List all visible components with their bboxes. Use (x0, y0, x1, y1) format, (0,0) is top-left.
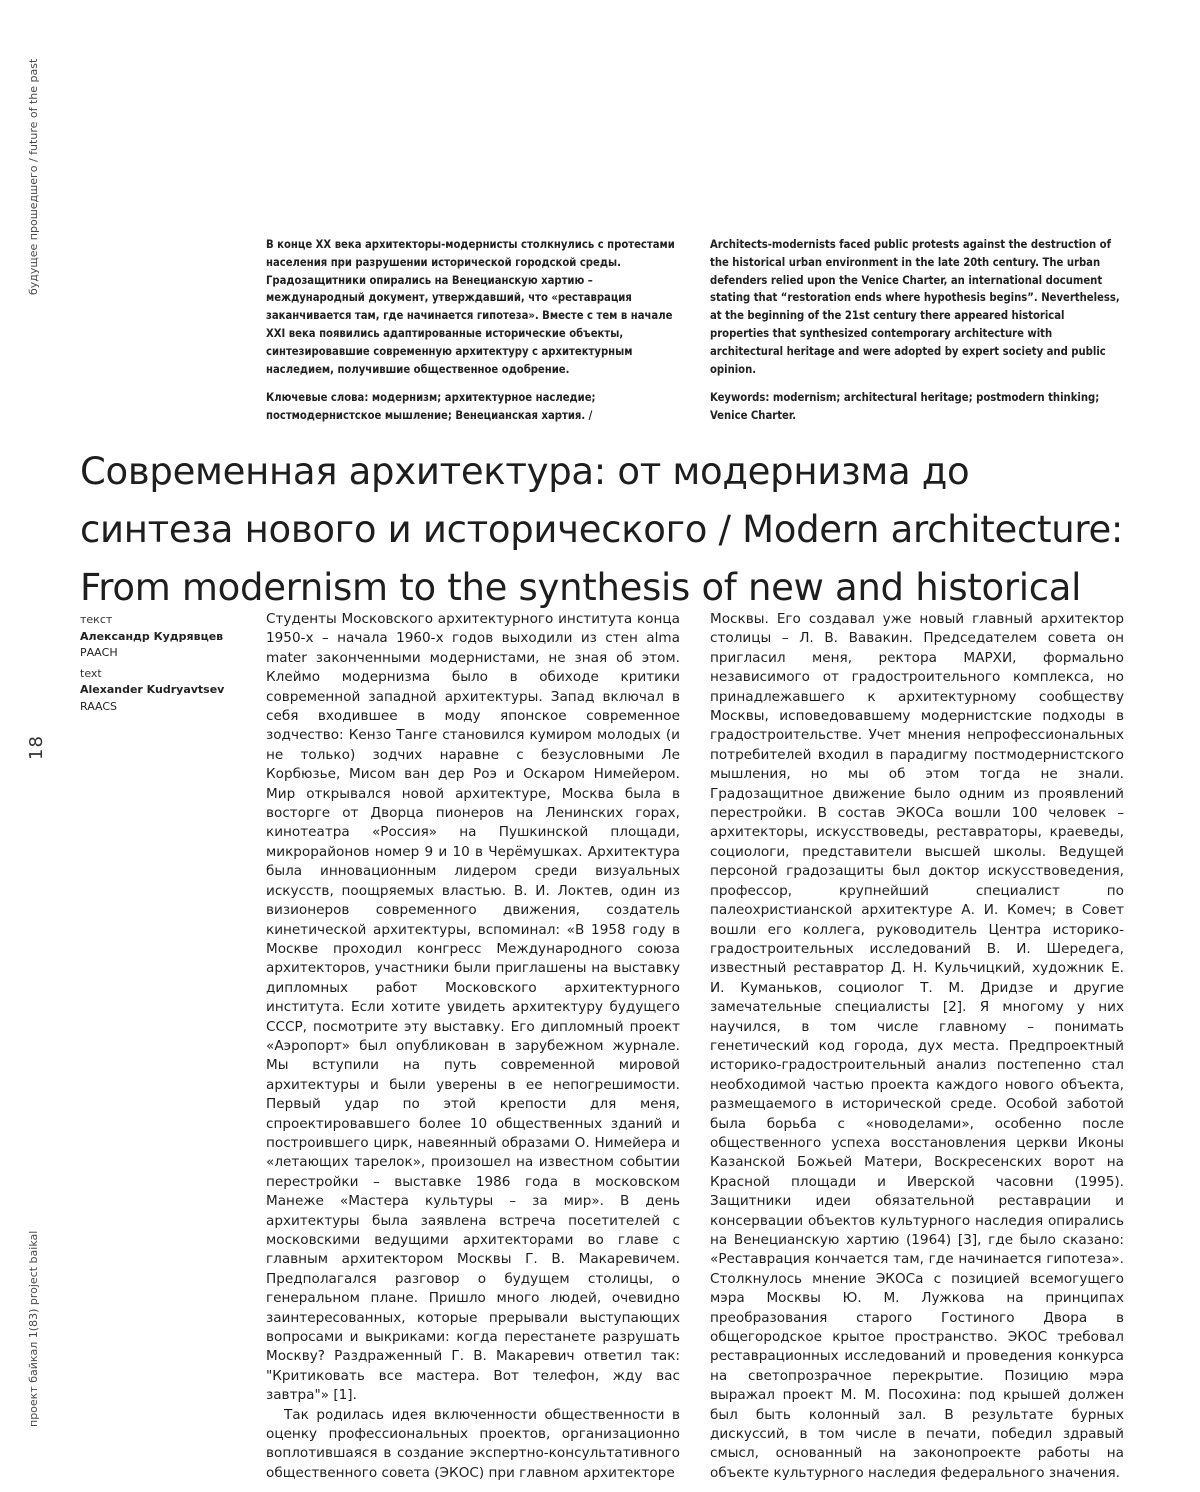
credit-en-org: RAACS (80, 699, 118, 713)
journal-issue-label: проект байкал 1(83) project baikal (27, 1230, 40, 1427)
credit-en (80, 666, 250, 716)
section-running-head: будущее прошедшего / future of the past (27, 58, 40, 295)
credit-en-author: Alexander Kudryavtsev (80, 683, 225, 696)
body-paragraph: Москвы. Его создавал уже новый главный архитектор столицы – Л. В. Вавакин. Председателем совета он пригласил меня, ректора МАРХИ, формально независимого от градостроительного комплекса, но принадлежавшего к архитектурному сообществу Москвы, исповедовавшему модернистские подходы в градостроительстве. Учет мнения непрофессиональных потребителей входил в парадигму постмодернистского мышления, но мы об этом тогда не знали. Градозащитное движение было одним из проявлений перестройки. В состав ЭКОСа вошли 100 человек – архитекторы, искусствоведы, реставраторы, краеведы, социологи, представители высшей школы. Ведущей персоной градозащиты был доктор искусствоведения, профессор, крупнейший специалист по палеохристианской архитектуре А. И. Комеч; в Совет вошли его коллега, руководитель Центра историко-градостроительных исследований В. И. Шередега, известный реставратор Д. Н. Кульчицкий, художник Е. И. Куманьков, социолог Т. М. Дридзе и другие замечательные специалисты [2]. Я многому у них научился, в том числе главному – понимать генетический код города, дух места. Предпроектный историко-градостроительный анализ постепенно стал необходимой частью проекта каждого нового объекта, размещаемого в исторической среде. Особой заботой была борьба с «новоделами», особенно после общественного успеха восстановления церкви Иконы Казанской Божьей Матери, Воскресенских ворот на Красной площади и Иверской часовни (1995). Защитники идеи обязательной реставрации и консервации объектов культурного наследия опирались на Венецианскую хартию (1964) [3], где было сказано: «Реставрация кончается там, где начинается гипотеза». Столкнулось мнение ЭКОСа с позицией всемогущего мэра Москвы Ю. М. Лужкова на принципах преобразования старого Гостиного Двора в общегородское крытое пространство. ЭКОС требовал реставрационных исследований и проведения конкурса на светопрозрачное перекрытие. Позицию мэра выражал проект М. М. Посохина: под крышей должен был быть колонный зал. В результате бурных дискуссий, в том числе в печати, победил здравый смысл, основанный на законопроекте работы на объекте культурного наследия федерального значения. (710, 611, 1124, 1481)
article-title: Современная архитектура: от модернизма до синтеза нового и исторического / Modern architecture: From modernism to the synthesis of new and historical (80, 450, 1124, 609)
author-credits (80, 612, 250, 719)
credit-ru-label: текст (80, 613, 113, 626)
abstract-english (710, 236, 1122, 436)
abstract-en-text: Architects-modernists faced public protests against the destruction of the historical urban environment in the late 20th century. The urban defenders relied upon the Venice Charter, an international document stating that “restoration ends where hypothesis begins”. Nevertheless, at the beginning of the 21st century there appeared historical properties that synthesized contemporary architecture with architectural heritage and were adopted by expert society and public opinion. (710, 238, 1120, 376)
abstract-ru-keywords: Ключевые слова: модернизм; архитектурное наследие; постмодернистское мышление; Венецианская хартия. / (266, 391, 596, 423)
body-paragraph: Студенты Московского архитектурного института конца 1950-х – начала 1960-х годов выходили из стен alma mater законченными модернистами, не зная об этом. Клеймо модернизма было в обиходе критики современной западной архитектуры. Запад включал в себя входившее в моду японское современное зодчество: Кензо Танге становился кумиром молодых (и не только) зодчих наравне с безусловными Ле Корбюзье, Мисом ван дер Роэ и Оскаром Нимейером. Мир открывался новой архитектуре, Москва была в восторге от Дворца пионеров на Ленинских горах, кинотеатра «Россия» на Пушкинской площади, микрорайонов номер 9 и 10 в Черёмушках. Архитектура была инновационным лидером среди визуальных искусств, поощряемых властью. В. И. Локтев, один из визионеров современного движения, создатель кинетической архитектуры, вспоминал: «В 1958 году в Москве проходил конгресс Международного союза архитекторов, участники были приглашены на выставку дипломных работ Московского архитектурного института. Если хотите увидеть архитектуру будущего СССР, посмотрите эту выставку. Его дипломный проект «Аэропорт» был опубликован в зарубежном журнале. Мы вступили на путь современной мировой архитектуры и были уверены в ее непогрешимости. Первый удар по этой крепости для меня, спроектировавшего более 10 общественных зданий и построившего цирк, навеянный образами О. Нимейера и «летающих тарелок», произошел на известном событии перестройки – выставке 1986 года в московском Манеже «Мастера культуры – за мир». В день архитектуры была заявлена встреча посетителей с московскими ведущими архитекторами во главе с главным архитектором Москвы Г. В. Макаревичем. Предполагался разговор о будущем столицы, о генеральном плане. Пришло много людей, очевидно заинтересованных, которые прерывали выступающих вопросами и выкриками: когда перестанете разрушать Москву? Раздраженный Г. В. Макаревич ответил так: "Критиковать все мастера. Вот телефон, жду вас завтра"» [1]. (266, 611, 680, 1404)
credit-ru-author: Александр Кудрявцев (80, 629, 224, 643)
credit-ru (80, 612, 250, 662)
abstract-ru-text: В конце XX века архитекторы-модернисты столкнулись с протестами населения при разрушении исторической городской среды. Градозащитники опирались на Венецианскую хартию – международный документ, утверждавший, что «реставрация заканчивается там, где начинается гипотеза». Вместе с тем в начале XXI века появились адаптированные исторические объекты, синтезировавшие современную архитектуру с архитектурным наследием, получившие общественное одобрение. (266, 238, 675, 376)
body-column-left (266, 610, 680, 1483)
abstract-en-keywords: Keywords: modernism; architectural heritage; postmodern thinking; Venice Charter. (710, 391, 1100, 423)
body-column-right (710, 610, 1124, 1483)
body-paragraph: Так родилась идея включенности общественности в оценку профессиональных проектов, организационно воплотившаяся в создание экспертно-консультативного общественного совета (ЭКОС) при главном архитекторе (266, 1406, 680, 1481)
abstract-russian (266, 236, 678, 436)
credit-en-label: text (80, 666, 102, 680)
credit-ru-org: РААСН (80, 646, 118, 659)
page-number: 18 (26, 735, 47, 760)
